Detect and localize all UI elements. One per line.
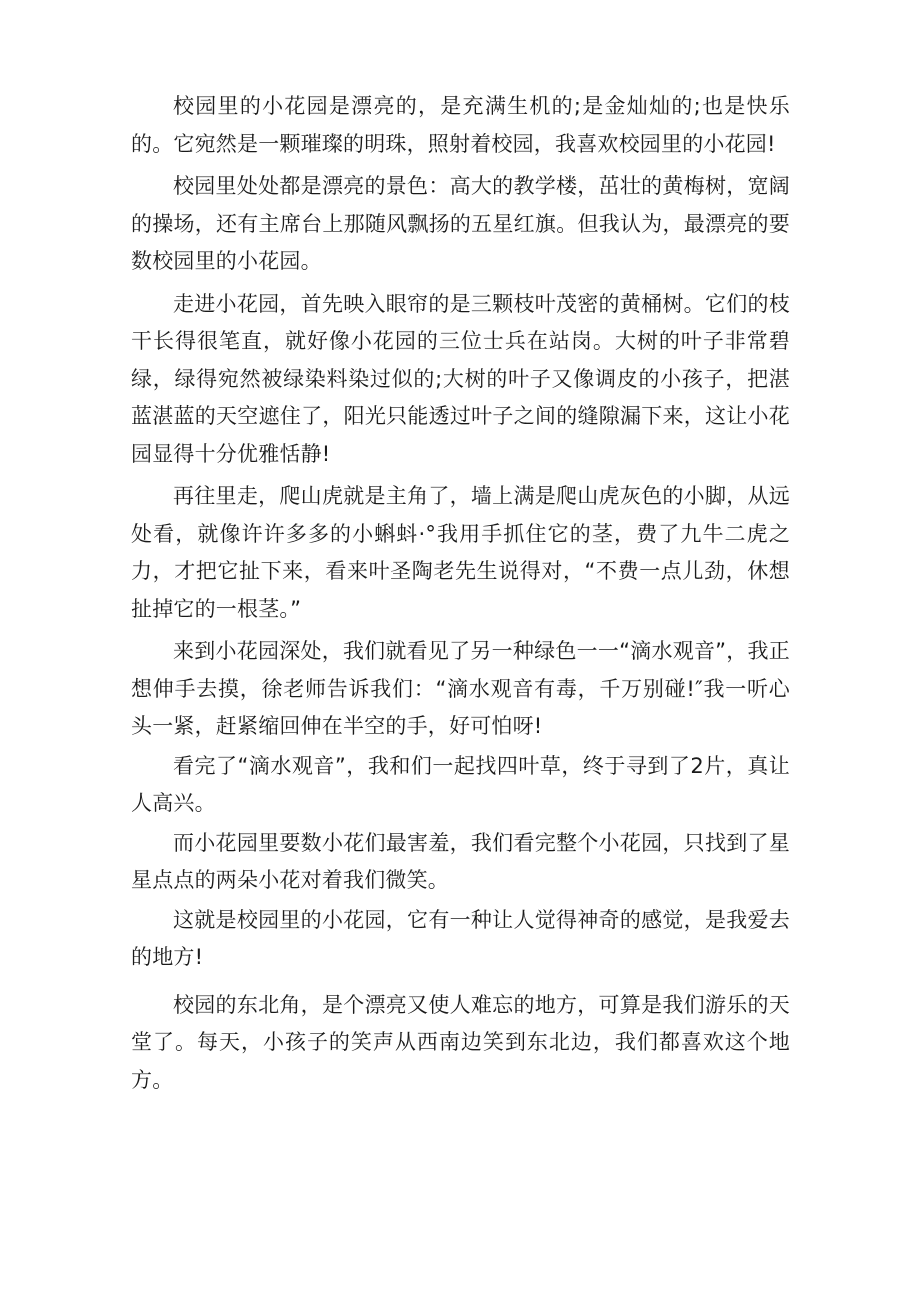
paragraph-1: 校园里的小花园是漂亮的，是充满生机的;是金灿灿的;也是快乐的。它宛然是一颗璀璨的明珠，照射着校园，我喜欢校园里的小花园!: [131, 94, 790, 156]
document-body: [131, 88, 790, 1099]
paragraph-5: 来到小花园深处，我们就看见了另一种绿色一一“滴水观音”，我正想伸手去摸，徐老师告诉我们：“滴水观音有毒，千万别碰!″我一听心头一紧，赶紧缩回伸在半空的手，好可怕呀!: [131, 639, 790, 738]
paragraph-2: 校园里处处都是漂亮的景色：高大的教学楼，茁壮的黄梅树，宽阔的操场，还有主席台上那随风飘扬的五星红旗。但我认为，最漂亮的要数校园里的小花园。: [131, 174, 790, 273]
paragraph-6: 看完了“滴水观音”，我和们一起找四叶草，终于寻到了2片，真让人高兴。: [131, 753, 790, 815]
paragraph-3: 走进小花园，首先映入眼帘的是三颗枝叶茂密的黄桶树。它们的枝干长得很笔直，就好像小花园的三位士兵在站岗。大树的叶子非常碧绿，绿得宛然被绿染料染过似的;大树的叶子又像调皮的小孩子，把湛蓝湛蓝的天空遮住了，阳光只能透过叶子之间的缝隙漏下来，这让小花园显得十分优雅恬静!: [131, 291, 790, 466]
paragraph-7: 而小花园里要数小花们最害羞，我们看完整个小花园，只找到了星星点点的两朵小花对着我们微笑。: [131, 830, 790, 892]
paragraph-4: 再往里走，爬山虎就是主角了，墙上满是爬山虎灰色的小脚，从远处看，就像许许多多的小蝌蚪·°我用手抓住它的茎，费了九牛二虎之力，才把它扯下来，看来叶圣陶老先生说得对，“不费一点儿劲，休想扯掉它的一根茎。”: [131, 484, 790, 621]
paragraph-9: 校园的东北角，是个漂亮又使人难忘的地方，可算是我们游乐的天堂了。每天，小孩子的笑声从西南边笑到东北边，我们都喜欢这个地方。: [131, 992, 790, 1092]
paragraph-8: 这就是校园里的小花园，它有一种让人觉得神奇的感觉，是我爱去的地方!: [131, 907, 790, 969]
